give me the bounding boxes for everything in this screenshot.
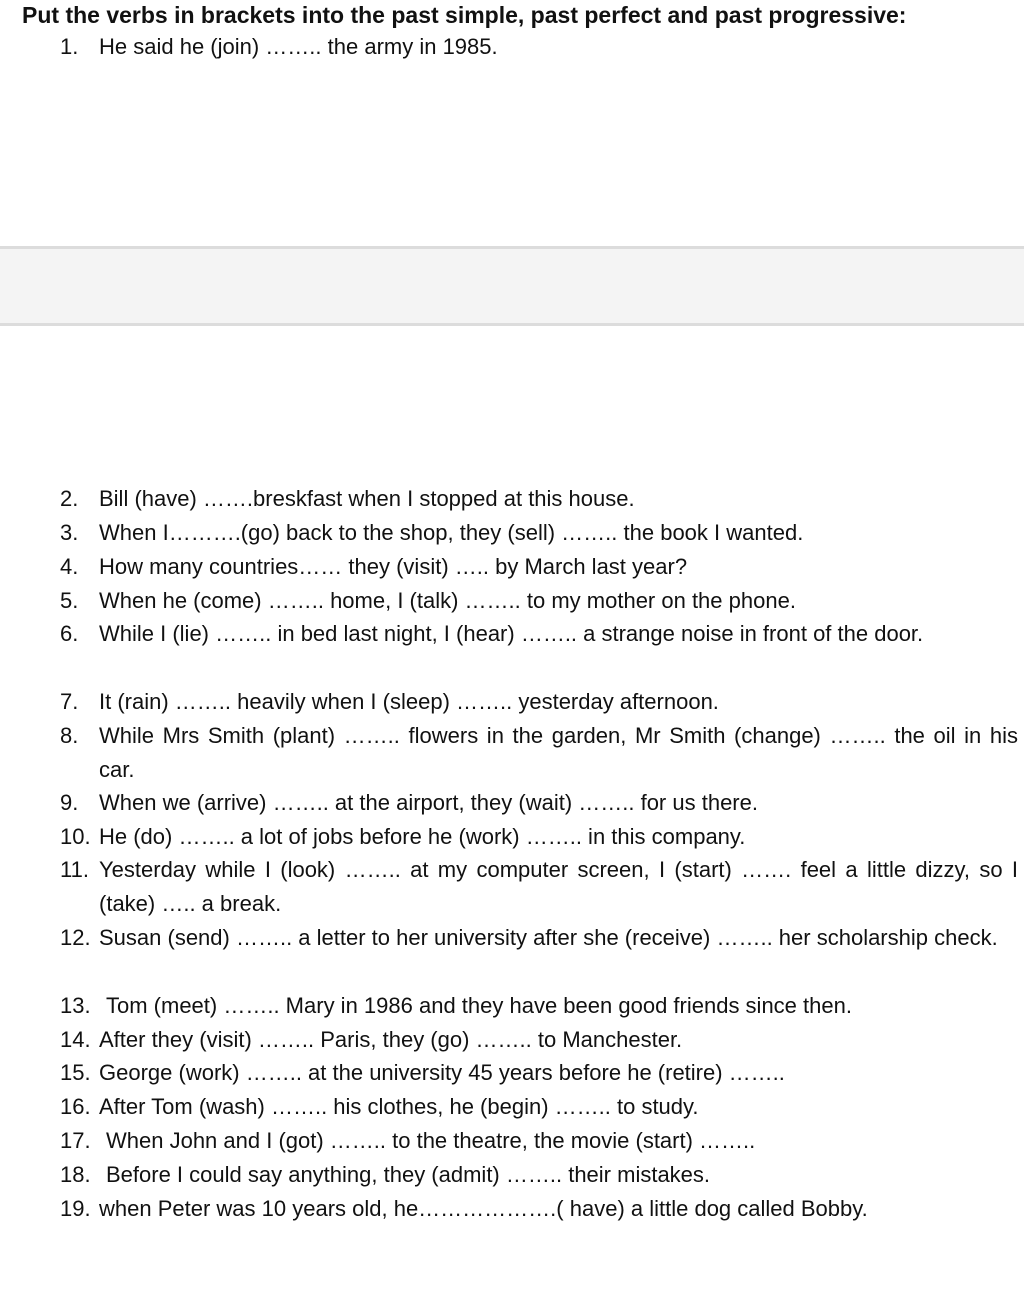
exercise-item	[60, 1056, 1018, 1090]
item-text: After they (visit) …….. Paris, they (go) …….. to Manchester.	[99, 1027, 683, 1052]
item-number: 12.	[60, 925, 91, 950]
item-number: 9.	[60, 790, 79, 815]
item-number: 11.	[60, 857, 89, 882]
exercise-item	[60, 820, 1018, 854]
exercise-item	[60, 1192, 1018, 1226]
item-text: When we (arrive) …….. at the airport, they (wait) …….. for us there.	[99, 790, 758, 815]
exercise-item	[60, 516, 1018, 550]
item-text: How many countries…… they (visit) ….. by March last year?	[99, 554, 688, 579]
item-number: 19.	[60, 1196, 91, 1221]
item-text: Yesterday while I (look) …….. at my computer screen, I (start) ……. feel a little dizzy, so I (take) ….. a break.	[99, 857, 1018, 916]
item-number: 1.	[60, 34, 79, 59]
item-number: 17.	[60, 1128, 91, 1153]
item-text: When I……….(go) back to the shop, they (sell) …….. the book I wanted.	[99, 520, 804, 545]
item-text: when Peter was 10 years old, he……………….( have) a little dog called Bobby.	[99, 1196, 868, 1221]
item-text: It (rain) …….. heavily when I (sleep) …….. yesterday afternoon.	[99, 689, 719, 714]
exercise-item	[60, 853, 1018, 921]
item-number: 15.	[60, 1060, 91, 1085]
exercise-item	[60, 921, 1018, 955]
exercise-item	[60, 617, 1018, 651]
exercise-item	[60, 989, 1018, 1023]
item-number: 6.	[60, 621, 79, 646]
exercise-item	[60, 1158, 1018, 1192]
item-number: 2.	[60, 486, 79, 511]
exercise-item	[60, 1124, 1018, 1158]
item-text: After Tom (wash) …….. his clothes, he (begin) …….. to study.	[99, 1094, 699, 1119]
exercise-item	[60, 550, 1018, 584]
item-number: 10.	[60, 824, 91, 849]
item-text: While Mrs Smith (plant) …….. flowers in the garden, Mr Smith (change) …….. the oil in his car.	[99, 723, 1018, 782]
item-text: Bill (have) …….breskfast when I stopped at this house.	[99, 486, 635, 511]
item-number: 3.	[60, 520, 79, 545]
item-text: When he (come) …….. home, I (talk) …….. to my mother on the phone.	[99, 588, 796, 613]
item-number: 8.	[60, 723, 79, 748]
item-text: When John and I (got) …….. to the theatre, the movie (start) ……..	[106, 1128, 756, 1153]
exercise-item	[60, 1023, 1018, 1057]
item-number: 5.	[60, 588, 79, 613]
item-text: He said he (join) …….. the army in 1985.	[99, 34, 498, 59]
item-text: George (work) …….. at the university 45 years before he (retire) ……..	[99, 1060, 785, 1085]
page-separator	[0, 246, 1024, 326]
exercise-item	[60, 1090, 1018, 1124]
item-text: Susan (send) …….. a letter to her university after she (receive) …….. her scholarship check.	[99, 925, 998, 950]
worksheet-title: Put the verbs in brackets into the past simple, past perfect and past progressive:	[22, 2, 907, 28]
item-text: Before I could say anything, they (admit) …….. their mistakes.	[106, 1162, 711, 1187]
item-text: While I (lie) …….. in bed last night, I (hear) …….. a strange noise in front of the door.	[99, 621, 924, 646]
exercise-item	[60, 482, 1018, 516]
exercise-item	[60, 685, 1018, 719]
exercise-item	[60, 30, 1000, 64]
exercise-item	[60, 719, 1018, 787]
item-number: 16.	[60, 1094, 91, 1119]
item-number: 7.	[60, 689, 79, 714]
item-number: 18.	[60, 1162, 91, 1187]
exercise-item	[60, 584, 1018, 618]
item-number: 13.	[60, 993, 91, 1018]
item-number: 4.	[60, 554, 79, 579]
exercise-item	[60, 786, 1018, 820]
item-text: He (do) …….. a lot of jobs before he (work) …….. in this company.	[99, 824, 746, 849]
item-text: Tom (meet) …….. Mary in 1986 and they have been good friends since then.	[106, 993, 852, 1018]
item-number: 14.	[60, 1027, 91, 1052]
